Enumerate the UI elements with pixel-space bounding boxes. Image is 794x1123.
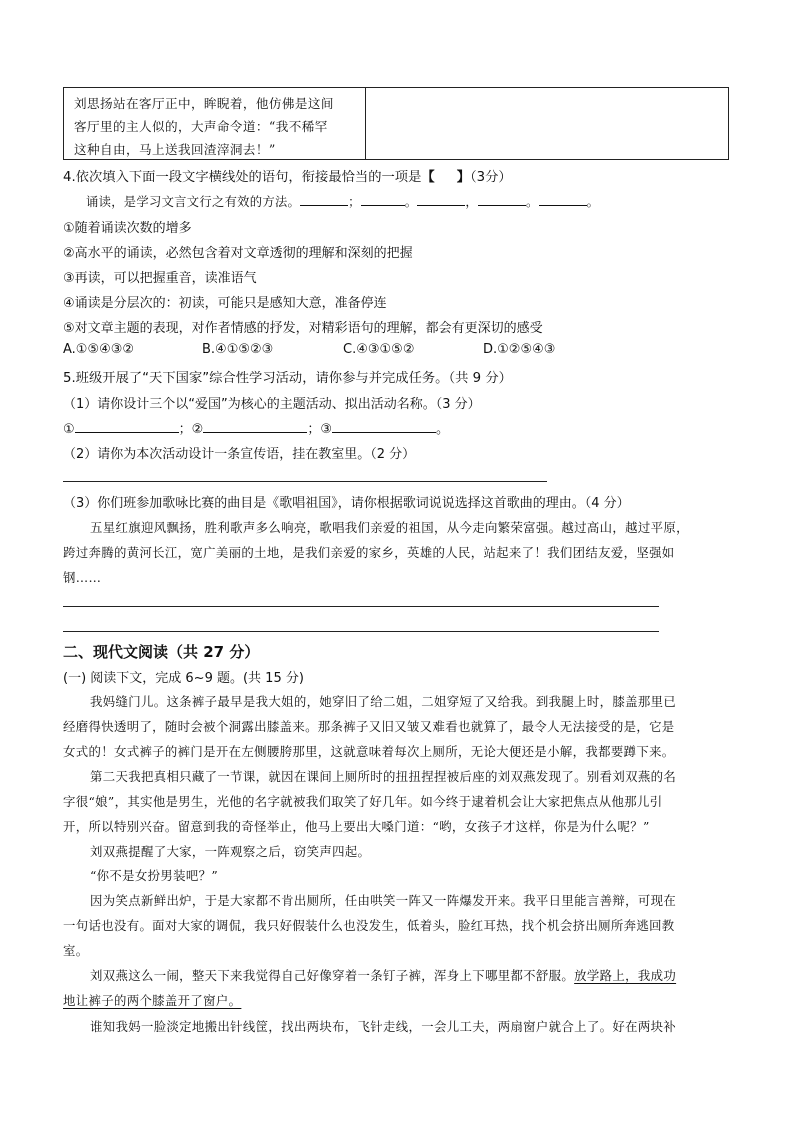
question-5-sub2: （2）请你为本次活动设计一条宣传语，挂在教室里。（2 分） [63,447,416,462]
fill-blank[interactable] [478,193,526,206]
reason-answer-line[interactable] [63,631,659,632]
marker: ① [63,422,75,437]
option-3: ③再读，可以把握重音，读准语气 [63,271,257,286]
answer-bracket-open: 【 [421,170,435,185]
sep: ， [465,195,478,209]
answer-bracket-close: 】 [456,170,470,185]
choice-d[interactable]: D.①②⑤④③ [483,342,556,357]
passage-line: 一句话也没有。面对大家的调侃，我只好假装什么也没发生，低着头，脸红耳热，找个机会挤出厕所奔逃回教 [63,918,675,933]
fill-blank[interactable] [300,193,348,206]
option-4: ④诵读是分层次的：初读，可能只是感知大意，准备停连 [63,296,387,311]
passage-text: 刘双燕这么一闹，整天下来我觉得自己好像穿着一条钉子裤，浑身上下哪里都不舒服。 [90,968,575,983]
activity-name-2-field[interactable] [203,420,307,433]
passage-line: 谁知我妈一脸淡定地搬出针线筐，找出两块布，飞针走线，一会儿工夫，两扇窗户就合上了。好在两块补 [90,1019,677,1034]
reason-answer-line[interactable] [63,606,659,607]
question-5-sub1-answers [63,418,449,437]
passage-line [63,991,241,1009]
section-subheading: (一) 阅读下文，完成 6~9 题。(共 15 分) [63,671,304,686]
sep: 。 [525,195,539,209]
marker: ；③ [307,422,332,437]
fill-blank[interactable] [539,193,587,206]
choice-a[interactable]: A.①⑤④③② [63,342,135,357]
sep: 。 [586,195,600,209]
question-4-score: （3分） [470,170,512,185]
question-5-sub1: （1）请你设计三个以“爱国”为核心的主题活动、拟出活动名称。（3 分） [63,397,481,412]
passage-line [90,966,676,984]
passage-line: 经磨得快透明了，随时会被个洞露出膝盖来。那条裤子又旧又皱又难看也就算了，最令人无法接受的是，它是 [63,719,675,734]
passage-line: 开，所以特别兴奋。留意到我的奇怪举止，他马上要出大嗓门道：“哟，女孩子才这样，你是为什么呢？” [63,819,650,834]
passage-line: 室。 [63,943,89,958]
marker: ；② [178,422,204,437]
passage-line: 字很“娘”，其实他是男生，光他的名字就被我们取笑了好几年。如今终于逮着机会让大家把焦点从他那儿引 [63,794,663,809]
passage-line: 女式的！女式裤子的裤门是开在左侧腰胯那里，这就意味着每次上厕所，无论大便还是小解，我都要蹲下来。 [63,744,675,759]
choice-b[interactable]: B.④①⑤②③ [202,342,274,357]
passage-line: “你不是女扮男装吧？” [90,868,219,883]
passage-line: 刘双燕提醒了大家，一阵观察之后，窃笑声四起。 [90,844,371,859]
underlined-sentence: 地让裤子的两个膝盖开了窗户。 [63,993,242,1008]
activity-name-1-field[interactable] [75,420,179,433]
question-4-sentence [86,192,599,210]
question-4-text: 4.依次填入下面一段文字横线处的语句，衔接最恰当的一项是 [63,170,422,185]
option-5: ⑤对文章主题的表现，对作者情感的抒发，对精彩语句的理解，都会有更深切的感受 [63,321,543,336]
option-1: ①随着诵读次数的增多 [63,221,192,236]
slogan-answer-line[interactable] [63,481,547,482]
sep: 。 [404,195,418,209]
sentence-lead: 诵读，是学习文言文行之有效的方法。 [86,195,301,209]
quote-table [63,87,729,160]
activity-name-3-field[interactable] [332,420,436,433]
fill-blank[interactable] [417,193,465,206]
sep: ； [348,195,361,209]
passage-line: 因为笑点新鲜出炉，于是大家都不肯出厕所，任由哄笑一阵又一阵爆发开来。我平日里能言善辩，可现在 [90,893,677,908]
question-5-prompt: 5.班级开展了“天下国家”综合性学习活动，请你参与并完成任务。（共 9 分） [63,371,512,386]
section-heading: 二、现代文阅读（共 27 分） [63,643,260,661]
quote-line: 这种自由，马上送我回渣滓洞去！” [74,142,276,157]
quote-table-right-cell [366,88,728,159]
fill-blank[interactable] [361,193,405,206]
passage-line: 我妈缝门儿。这条裤子最早是我大姐的，她穿旧了给二姐，二姐穿短了又给我。到我腿上时，膝盖那里已 [90,694,677,709]
underlined-sentence: 放学路上，我成功 [574,968,677,983]
marker: 。 [435,422,449,437]
lyrics-line: 钢…… [63,570,102,585]
passage-line: 第二天我把真相只藏了一节课，就因在课间上厕所时的扭扭捏捏被后座的刘双燕发现了。别看刘双燕的名 [90,769,677,784]
quote-table-left-cell [64,88,366,159]
quote-line: 刘思扬站在客厅正中，眸睨着，他仿佛是这间 [74,96,334,111]
quote-line: 客厅里的主人似的，大声命令道：“我不稀罕 [74,119,328,134]
lyrics-line: 跨过奔腾的黄河长江，宽广美丽的土地，是我们亲爱的家乡，英雄的人民，站起来了！我们团结友爱，坚强如 [63,545,675,560]
question-5-sub3: （3）你们班参加歌咏比赛的曲目是《歌唱祖国》，请你根据歌词说说选择这首歌曲的理由。（4 分） [63,496,630,511]
choice-c[interactable]: C.④③①⑤② [343,342,415,357]
lyrics-line: 五星红旗迎风飘扬，胜利歌声多么响亮，歌唱我们亲爱的祖国，从今走向繁荣富强。越过高山，越过平原， [90,520,689,535]
option-2: ②高水平的诵读，必然包含着对文章透彻的理解和深刻的把握 [63,246,413,261]
question-4-prompt [63,166,512,185]
